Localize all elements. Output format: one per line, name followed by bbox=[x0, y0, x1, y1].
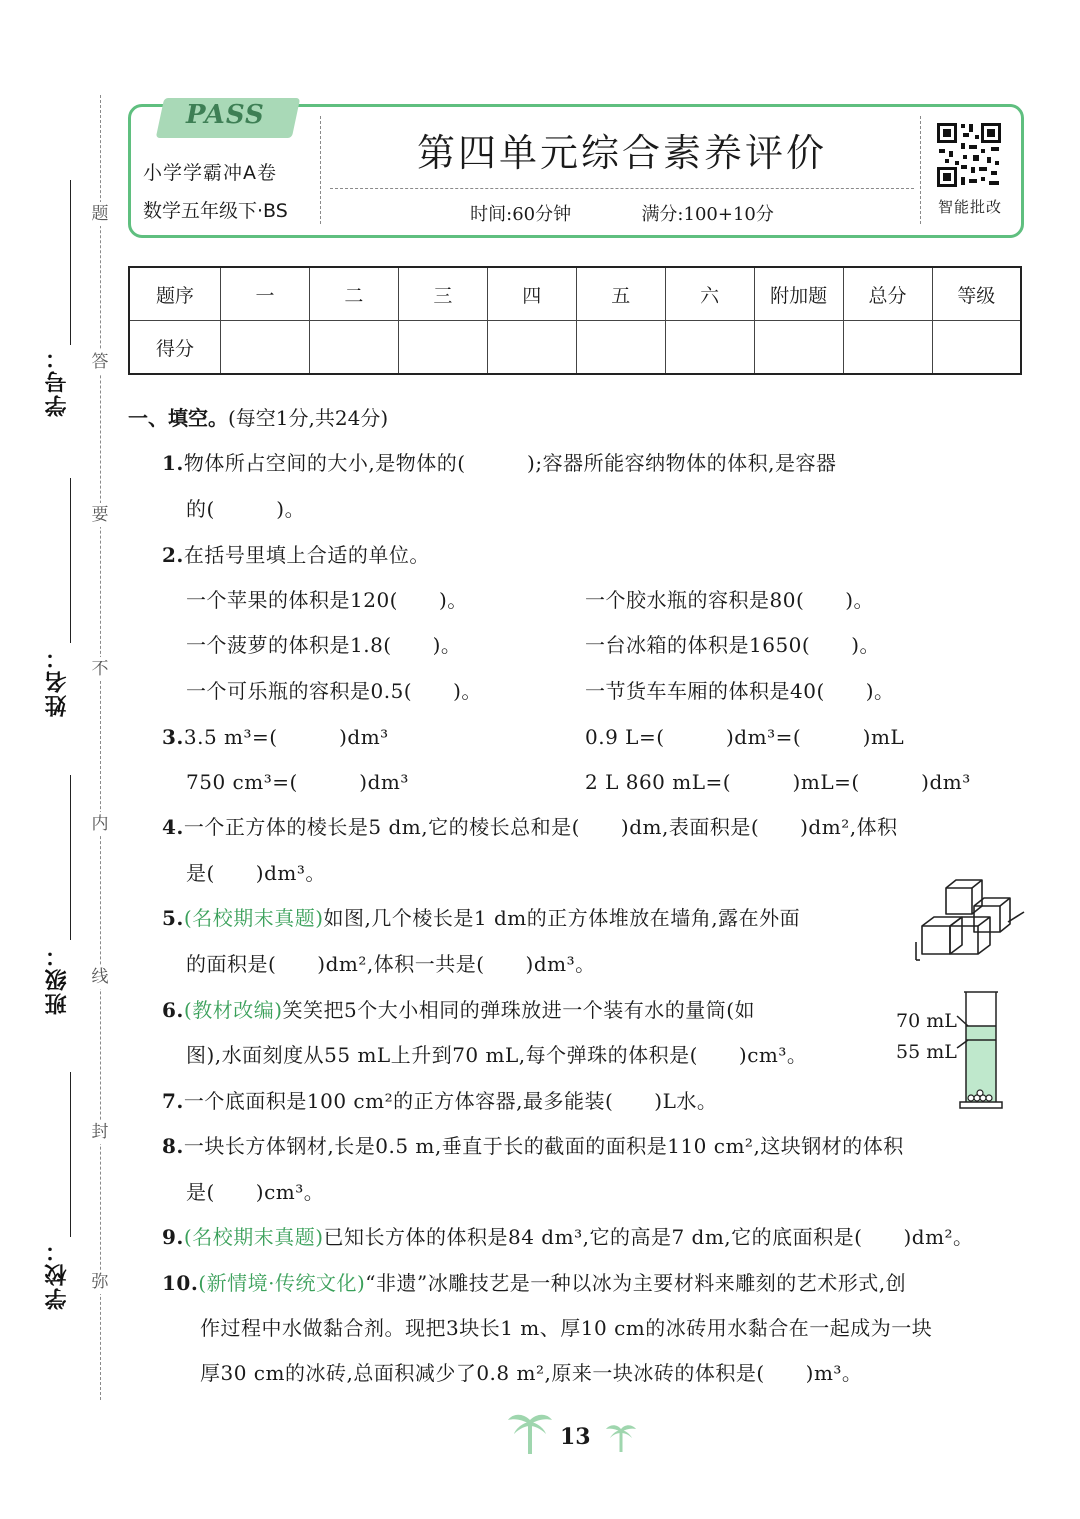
name-label: 姓名： bbox=[45, 645, 70, 717]
question-text: “非遗”冰雕技艺是一种以冰为主要材料来雕刻的艺术形式,创 bbox=[365, 1271, 907, 1295]
section-title: 一、填空。 bbox=[128, 406, 228, 430]
binding-char: 不 bbox=[88, 657, 112, 681]
question-tag: (名校期末真题) bbox=[183, 1225, 324, 1249]
table-row bbox=[129, 267, 1021, 321]
question-8 bbox=[162, 1131, 904, 1161]
score-cell[interactable] bbox=[576, 321, 665, 375]
pass-logo: PASS bbox=[186, 100, 265, 130]
question-1 bbox=[162, 448, 836, 478]
sub-item: 2 L 860 mL=( )mL=( )dm³ bbox=[585, 770, 971, 794]
question-5-cont: 的面积是( )dm²,体积一共是( )dm³。 bbox=[186, 952, 596, 976]
sub-item: 750 cm³=( )dm³ bbox=[186, 770, 409, 794]
header-divider bbox=[320, 116, 321, 224]
question-4-cont: 是( )dm³。 bbox=[186, 861, 326, 885]
question-5 bbox=[162, 903, 800, 933]
question-6-cont: 图),水面刻度从55 mL上升到70 mL,每个弹珠的体积是( )cm³。 bbox=[186, 1043, 808, 1067]
question-1-cont: 的( )。 bbox=[186, 497, 306, 521]
question-number: 8. bbox=[162, 1134, 184, 1158]
question-number: 5. bbox=[162, 906, 184, 930]
table-header-cell: 六 bbox=[665, 267, 754, 321]
question-text: 已知长方体的体积是84 dm³,它的高是7 dm,它的底面积是( )dm²。 bbox=[323, 1225, 974, 1249]
table-header-cell: 五 bbox=[576, 267, 665, 321]
page-number: 13 bbox=[560, 1424, 591, 1450]
question-3 bbox=[162, 722, 389, 752]
score-table bbox=[128, 266, 1022, 375]
name-line[interactable] bbox=[70, 478, 71, 643]
section-heading bbox=[128, 402, 388, 431]
subject-grade: 数学五年级下·BS bbox=[143, 200, 288, 222]
series-name: 小学学霸冲A卷 bbox=[143, 162, 277, 184]
table-header-cell: 二 bbox=[309, 267, 398, 321]
palm-tree-icon bbox=[508, 1410, 552, 1456]
question-text: 在括号里填上合适的单位。 bbox=[183, 543, 430, 567]
full-score: 满分:100+10分 bbox=[641, 204, 774, 225]
measuring-cylinder-figure bbox=[954, 988, 1010, 1112]
sub-item: 3.5 m³=( )dm³ bbox=[183, 725, 389, 749]
question-7 bbox=[162, 1086, 717, 1116]
question-4 bbox=[162, 812, 898, 842]
cylinder-mark-70: 70 mL bbox=[896, 1010, 957, 1032]
sub-item: 一个菠萝的体积是1.8( )。 bbox=[186, 633, 462, 657]
question-number: 3. bbox=[162, 725, 184, 749]
sub-item: 一个苹果的体积是120( )。 bbox=[186, 588, 468, 612]
binding-dashed-line bbox=[100, 95, 101, 1400]
section-note: (每空1分,共24分) bbox=[228, 406, 389, 430]
class-line[interactable] bbox=[70, 775, 71, 940]
qr-code-icon[interactable] bbox=[935, 121, 1003, 189]
table-header-cell: 题序 bbox=[129, 267, 221, 321]
school-line[interactable] bbox=[70, 1072, 71, 1237]
cylinder-mark-55: 55 mL bbox=[896, 1041, 957, 1063]
binding-char: 内 bbox=[88, 812, 112, 836]
table-header-cell: 三 bbox=[398, 267, 487, 321]
question-tag: (教材改编) bbox=[183, 998, 283, 1022]
binding-char: 题 bbox=[88, 202, 112, 226]
question-number: 2. bbox=[162, 543, 184, 567]
question-number: 7. bbox=[162, 1089, 184, 1113]
table-header-cell: 总分 bbox=[843, 267, 932, 321]
header-divider bbox=[330, 188, 914, 189]
question-tag: (名校期末真题) bbox=[183, 906, 324, 930]
stacked-cubes-figure bbox=[914, 872, 1026, 962]
binding-char: 要 bbox=[88, 503, 112, 527]
question-number: 4. bbox=[162, 815, 184, 839]
question-text: 一块长方体钢材,长是0.5 m,垂直于长的截面的面积是110 cm²,这块钢材的体积 bbox=[183, 1134, 904, 1158]
question-text: 一个正方体的棱长是5 dm,它的棱长总和是( )dm,表面积是( )dm²,体积 bbox=[183, 815, 898, 839]
table-header-cell: 得分 bbox=[129, 321, 221, 375]
sub-item: 0.9 L=( )dm³=( )mL bbox=[585, 725, 905, 749]
question-text: 如图,几个棱长是1 dm的正方体堆放在墙角,露在外面 bbox=[323, 906, 801, 930]
question-text: 物体所占空间的大小,是物体的( );容器所能容纳物体的体积,是容器 bbox=[183, 451, 837, 475]
page-title: 第四单元综合素养评价 bbox=[416, 131, 827, 175]
score-cell[interactable] bbox=[754, 321, 843, 375]
question-text: 一个底面积是100 cm²的正方体容器,最多能装( )L水。 bbox=[183, 1089, 718, 1113]
table-header-cell: 等级 bbox=[932, 267, 1021, 321]
table-header-cell: 附加题 bbox=[754, 267, 843, 321]
table-header-cell: 四 bbox=[487, 267, 576, 321]
question-9 bbox=[162, 1222, 974, 1252]
score-cell[interactable] bbox=[309, 321, 398, 375]
sub-item: 一个可乐瓶的容积是0.5( )。 bbox=[186, 679, 482, 703]
score-cell[interactable] bbox=[843, 321, 932, 375]
time-limit: 时间:60分钟 bbox=[470, 204, 572, 225]
binding-char: 答 bbox=[88, 350, 112, 374]
score-cell[interactable] bbox=[487, 321, 576, 375]
smart-grading-label: 智能批改 bbox=[937, 198, 1002, 216]
question-10 bbox=[162, 1268, 906, 1298]
score-cell[interactable] bbox=[932, 321, 1021, 375]
table-row bbox=[129, 321, 1021, 375]
school-label: 学校： bbox=[45, 1238, 70, 1310]
binding-char: 弥 bbox=[88, 1270, 112, 1294]
question-number: 10. bbox=[162, 1271, 199, 1295]
question-6 bbox=[162, 995, 755, 1025]
class-label: 班级： bbox=[45, 943, 70, 1015]
exam-info bbox=[330, 200, 914, 226]
sub-item: 一台冰箱的体积是1650( )。 bbox=[585, 633, 881, 657]
student-id-line[interactable] bbox=[70, 180, 71, 345]
sub-item: 一节货车车厢的体积是40( )。 bbox=[585, 679, 895, 703]
palm-tree-icon bbox=[606, 1422, 636, 1454]
binding-char: 封 bbox=[88, 1120, 112, 1144]
student-id-label: 学号： bbox=[45, 345, 70, 417]
question-number: 9. bbox=[162, 1225, 184, 1249]
question-10-cont: 作过程中水做黏合剂。现把3块长1 m、厚10 cm的冰砖用水黏合在一起成为一块 bbox=[200, 1316, 933, 1340]
table-header-cell: 一 bbox=[221, 267, 310, 321]
sub-item: 一个胶水瓶的容积是80( )。 bbox=[585, 588, 875, 612]
header-divider bbox=[920, 116, 921, 224]
score-cell[interactable] bbox=[665, 321, 754, 375]
question-number: 1. bbox=[162, 451, 184, 475]
question-2 bbox=[162, 540, 430, 570]
question-8-cont: 是( )cm³。 bbox=[186, 1180, 325, 1204]
question-10-cont: 厚30 cm的冰砖,总面积减少了0.8 m²,原来一块冰砖的体积是( )m³。 bbox=[200, 1361, 863, 1385]
score-cell[interactable] bbox=[221, 321, 310, 375]
binding-char: 线 bbox=[88, 965, 112, 989]
question-tag: (新情境·传统文化) bbox=[198, 1271, 366, 1295]
question-number: 6. bbox=[162, 998, 184, 1022]
score-cell[interactable] bbox=[398, 321, 487, 375]
question-text: 笑笑把5个大小相同的弹珠放进一个装有水的量筒(如 bbox=[282, 998, 756, 1022]
